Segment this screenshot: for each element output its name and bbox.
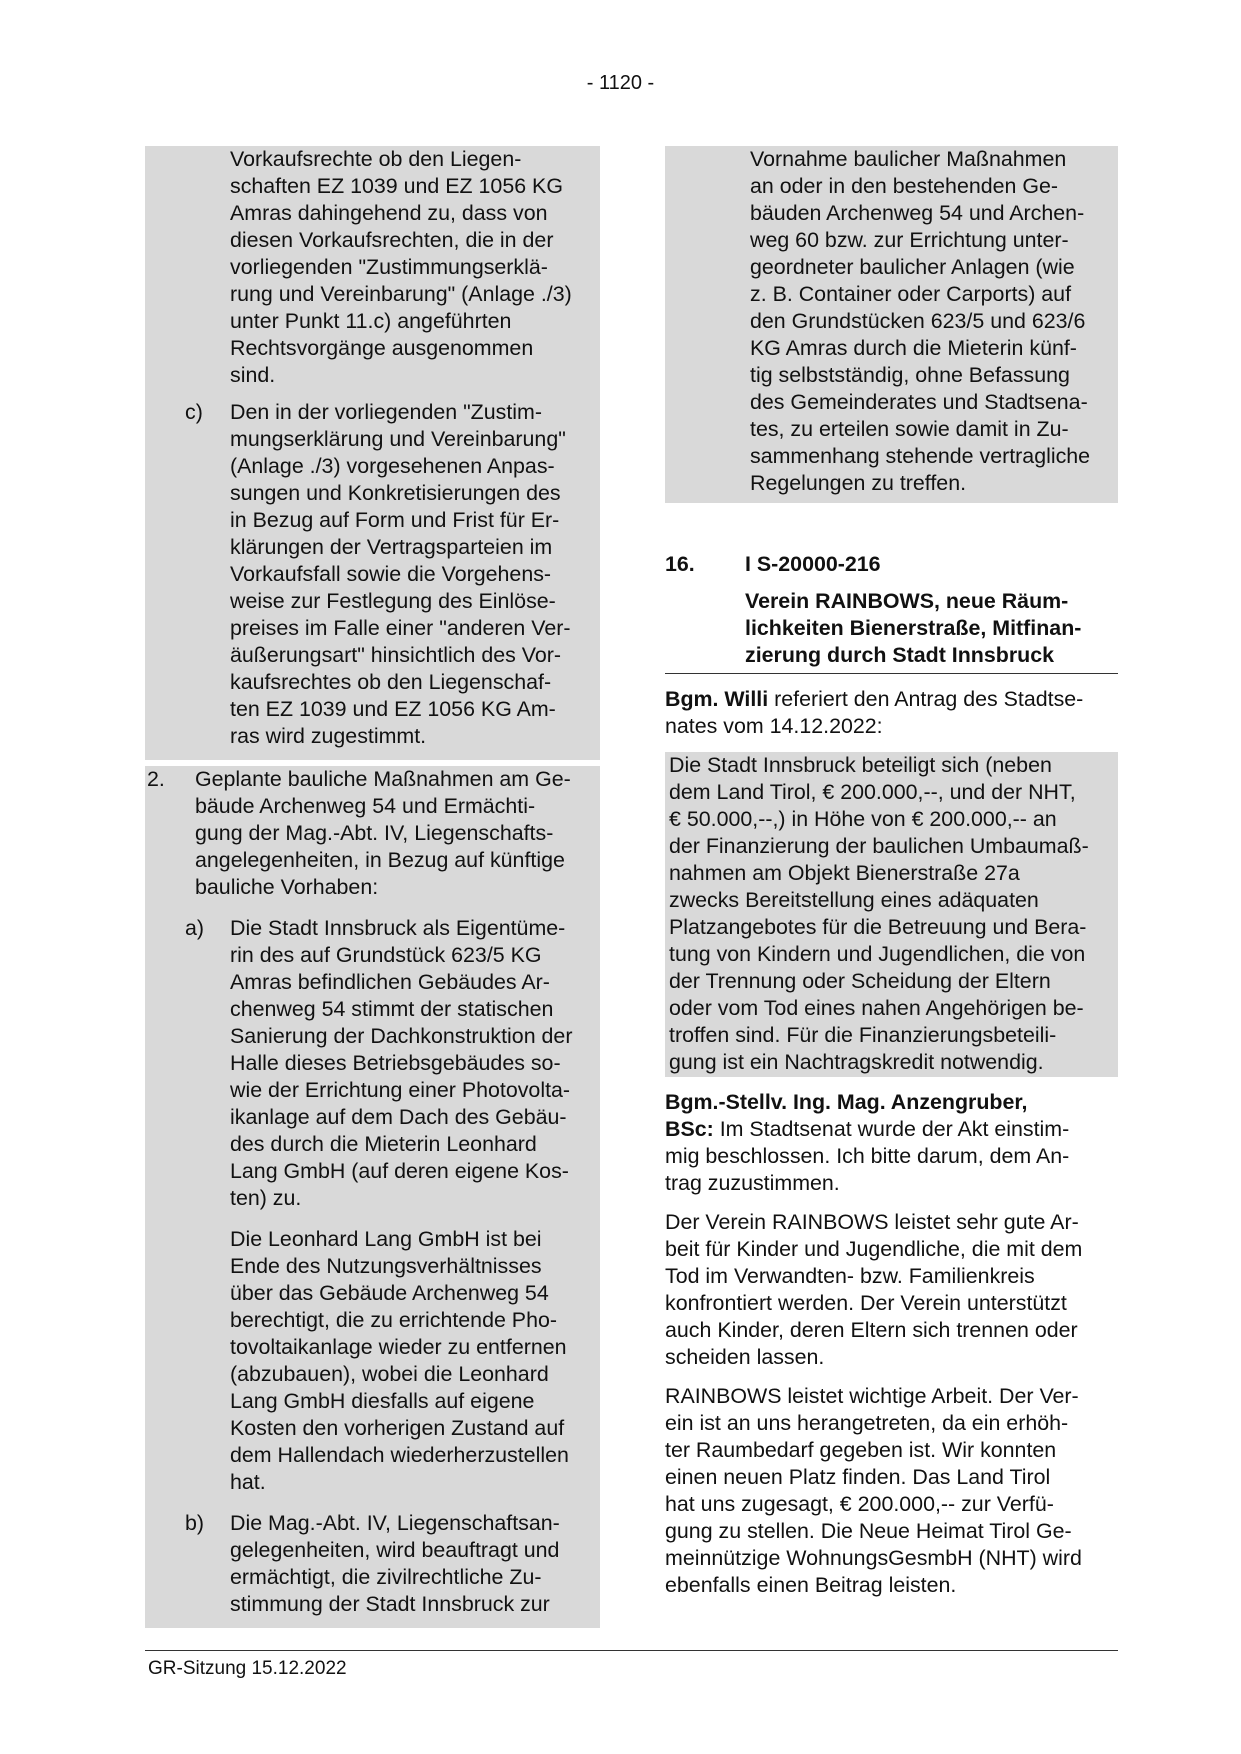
item-a-text <box>230 915 600 1212</box>
text-line: KG Amras durch die Mieterin künf- <box>750 336 1077 360</box>
text-line: hat uns zugesagt, € 200.000,-- zur Verfü- <box>665 1492 1054 1516</box>
text-line: des Gemeinderates und Stadtsena- <box>750 390 1088 414</box>
paragraph-willi <box>665 686 1118 740</box>
text-line: (abzubauen), wobei die Leonhard <box>230 1362 549 1386</box>
text-line: konfrontiert werden. Der Verein unterstützt <box>665 1291 1067 1315</box>
text-line: stimmung der Stadt Innsbruck zur <box>230 1592 550 1616</box>
footer-text: GR-Sitzung 15.12.2022 <box>148 1658 347 1679</box>
text-line: ten EZ 1039 und EZ 1056 KG Am- <box>230 697 556 721</box>
text-line: Vornahme baulicher Maßnahmen <box>750 147 1067 171</box>
text-line: bäude Archenweg 54 und Ermächti- <box>195 794 536 818</box>
agenda-item-header <box>665 551 1118 578</box>
text-line: weg 60 bzw. zur Errichtung unter- <box>750 228 1069 252</box>
speaker-anzengruber-1: Bgm.-Stellv. Ing. Mag. Anzengruber, <box>665 1090 1028 1114</box>
text-line: Die Stadt Innsbruck als Eigentüme- <box>230 916 566 940</box>
text-line: in Bezug auf Form und Frist für Er- <box>230 508 560 532</box>
text-line: ebenfalls einen Beitrag leisten. <box>665 1573 957 1597</box>
text-line: angelegenheiten, in Bezug auf künftige <box>195 848 565 872</box>
text-line: wie der Errichtung einer Photovolta- <box>230 1078 571 1102</box>
point-2-text <box>195 766 600 901</box>
text-line: sammenhang stehende vertragliche <box>750 444 1091 468</box>
paragraph-willi-text-1: referiert den Antrag des Stadtse- <box>768 687 1084 711</box>
text-line: lichkeiten Bienerstraße, Mitfinan- <box>745 616 1082 640</box>
paragraph-anzengruber <box>665 1089 1118 1197</box>
paragraph-anzengruber-text-1: Im Stadtsenat wurde der Akt einstim- <box>713 1117 1070 1141</box>
text-line: RAINBOWS leistet wichtige Arbeit. Der Ver- <box>665 1384 1079 1408</box>
text-line: zierung durch Stadt Innsbruck <box>745 643 1055 667</box>
text-line: Die Leonhard Lang GmbH ist bei <box>230 1227 542 1251</box>
motion-text <box>665 752 1118 1077</box>
text-line: sungen und Konkretisierungen des <box>230 481 561 505</box>
text-line: (Anlage ./3) vorgesehenen Anpas- <box>230 454 555 478</box>
text-line: Ende des Nutzungsverhältnisses <box>230 1254 542 1278</box>
text-line: rung und Vereinbarung" (Anlage ./3) <box>230 282 572 306</box>
text-line: hat. <box>230 1470 266 1494</box>
point-2 <box>145 766 600 901</box>
right-column <box>665 146 1118 1599</box>
item-c-text <box>230 399 600 750</box>
paragraph-willi-text-2: nates vom 14.12.2022: <box>665 714 883 738</box>
text-line: Rechtsvorgänge ausgenommen <box>230 336 534 360</box>
text-line: Regelungen zu treffen. <box>750 471 967 495</box>
item-c <box>145 399 600 750</box>
text-line: Vorkaufsfall sowie die Vorgehens- <box>230 562 552 586</box>
text-line: Tod im Verwandten- bzw. Familienkreis <box>665 1264 1035 1288</box>
item-a-marker: a) <box>185 916 205 940</box>
text-line: Die Stadt Innsbruck beteiligt sich (neben <box>669 753 1052 777</box>
text-line: kaufsrechtes ob den Liegenschaf- <box>230 670 552 694</box>
agenda-item-title <box>665 588 1118 674</box>
speaker-willi: Bgm. Willi <box>665 687 769 711</box>
text-line: einen neuen Platz finden. Das Land Tirol <box>665 1465 1051 1489</box>
text-line: ten) zu. <box>230 1186 302 1210</box>
text-line: schaften EZ 1039 und EZ 1056 KG <box>230 174 563 198</box>
item-b <box>145 1510 600 1618</box>
item-c-marker: c) <box>185 400 203 424</box>
point-2-marker: 2. <box>147 767 165 791</box>
text-line: auch Kinder, deren Eltern sich trennen oder <box>665 1318 1078 1342</box>
text-line: bäuden Archenweg 54 und Archen- <box>750 201 1085 225</box>
text-line: ter Raumbedarf gegeben ist. Wir konnten <box>665 1438 1057 1462</box>
text-line: beit für Kinder und Jugendliche, die mit dem <box>665 1237 1083 1261</box>
text-line: oder vom Tod eines nahen Angehörigen be- <box>669 996 1084 1020</box>
text-line: bauliche Vorhaben: <box>195 875 379 899</box>
text-line: meinnützige WohnungsGesmbH (NHT) wird <box>665 1546 1082 1570</box>
text-line: mungserklärung und Vereinbarung" <box>230 427 566 451</box>
left-column <box>145 146 600 1628</box>
text-line: Platzangebotes für die Betreuung und Bera- <box>669 915 1087 939</box>
text-line: gung der Mag.-Abt. IV, Liegenschafts- <box>195 821 554 845</box>
text-line: den Grundstücken 623/5 und 623/6 <box>750 309 1086 333</box>
text-line: Verein RAINBOWS, neue Räum- <box>745 589 1069 613</box>
text-line: der Finanzierung der baulichen Umbaumaß- <box>669 834 1089 858</box>
text-line: rin des auf Grundstück 623/5 KG <box>230 943 542 967</box>
item-a <box>145 915 600 1212</box>
text-line: ermächtigt, die zivilrechtliche Zu- <box>230 1565 542 1589</box>
page-number: - 1120 - <box>586 72 655 94</box>
left-gray-block-1 <box>145 146 600 760</box>
text-line: nahmen am Objekt Bienerstraße 27a <box>669 861 1020 885</box>
text-line: unter Punkt 11.c) angeführten <box>230 309 512 333</box>
text-line: klärungen der Vertragsparteien im <box>230 535 553 559</box>
text-line: weise zur Festlegung des Einlöse- <box>230 589 556 613</box>
text-line: gung ist ein Nachtragskredit notwendig. <box>669 1050 1044 1074</box>
text-line: Geplante bauliche Maßnahmen am Ge- <box>195 767 571 791</box>
text-line: tung von Kindern und Jugendlichen, die von <box>669 942 1086 966</box>
footer-divider <box>145 1650 1118 1651</box>
text-line: vorliegenden "Zustimmungserklä- <box>230 255 548 279</box>
text-line: ras wird zugestimmt. <box>230 724 427 748</box>
text-line: Den in der vorliegenden "Zustim- <box>230 400 542 424</box>
left-gray-block-2 <box>145 766 600 1628</box>
text-line: scheiden lassen. <box>665 1345 825 1369</box>
agenda-item-reference: I S-20000-216 <box>745 552 881 576</box>
text-line: preises im Falle einer "anderen Ver- <box>230 616 571 640</box>
text-line: Sanierung der Dachkonstruktion der <box>230 1024 573 1048</box>
text-line: Der Verein RAINBOWS leistet sehr gute Ar- <box>665 1210 1079 1234</box>
text-line: Amras dahingehend zu, dass von <box>230 201 548 225</box>
text-line: an oder in den bestehenden Ge- <box>750 174 1059 198</box>
text-line: diesen Vorkaufsrechten, die in der <box>230 228 554 252</box>
text-line: über das Gebäude Archenweg 54 <box>230 1281 549 1305</box>
text-line: Die Mag.-Abt. IV, Liegenschaftsan- <box>230 1511 560 1535</box>
text-line: des durch die Mieterin Leonhard <box>230 1132 537 1156</box>
text-line: Lang GmbH diesfalls auf eigene <box>230 1389 535 1413</box>
text-line: tovoltaikanlage wieder zu entfernen <box>230 1335 567 1359</box>
text-line: troffen sind. Für die Finanzierungsbeteili- <box>669 1023 1057 1047</box>
text-line: sind. <box>230 363 276 387</box>
item-b-continuation <box>145 146 600 389</box>
item-b-continuation-right <box>665 146 1118 503</box>
text-line: Vorkaufsrechte ob den Liegen- <box>230 147 522 171</box>
text-line: gelegenheiten, wird beauftragt und <box>230 1538 560 1562</box>
text-line: tes, zu erteilen sowie damit in Zu- <box>750 417 1069 441</box>
item-a-paragraph-2 <box>145 1226 600 1496</box>
text-line: der Trennung oder Scheidung der Eltern <box>669 969 1051 993</box>
text-line: zwecks Bereitstellung eines adäquaten <box>669 888 1039 912</box>
paragraph-rainbows-1 <box>665 1209 1118 1371</box>
item-b-marker: b) <box>185 1511 205 1535</box>
text-line: Lang GmbH (auf deren eigene Kos- <box>230 1159 569 1183</box>
text-line: dem Hallendach wiederherzustellen <box>230 1443 569 1467</box>
text-line: Amras befindlichen Gebäudes Ar- <box>230 970 550 994</box>
text-line: gung zu stellen. Die Neue Heimat Tirol Ge- <box>665 1519 1072 1543</box>
text-line: z. B. Container oder Carports) auf <box>750 282 1072 306</box>
text-line: ikanlage auf dem Dach des Gebäu- <box>230 1105 567 1129</box>
agenda-item-number: 16. <box>665 552 695 576</box>
text-line: € 50.000,--,) in Höhe von € 200.000,-- an <box>669 807 1057 831</box>
text-line: tig selbstständig, ohne Befassung <box>750 363 1070 387</box>
text-line: geordneter baulicher Anlagen (wie <box>750 255 1075 279</box>
text-line: dem Land Tirol, € 200.000,--, und der NHT, <box>669 780 1076 804</box>
item-b-text <box>230 1510 600 1618</box>
paragraph-anzengruber-text-2: mig beschlossen. Ich bitte darum, dem An- <box>665 1144 1070 1168</box>
text-line: chenweg 54 stimmt der statischen <box>230 997 554 1021</box>
text-line: berechtigt, die zu errichtende Pho- <box>230 1308 557 1332</box>
text-line: äußerungsart" hinsichtlich des Vor- <box>230 643 561 667</box>
paragraph-anzengruber-text-3: trag zuzustimmen. <box>665 1171 840 1195</box>
paragraph-rainbows-2 <box>665 1383 1118 1599</box>
text-line: Halle dieses Betriebsgebäudes so- <box>230 1051 561 1075</box>
text-line: Kosten den vorherigen Zustand auf <box>230 1416 565 1440</box>
text-line: ein ist an uns herangetreten, da ein erhöh- <box>665 1411 1069 1435</box>
speaker-anzengruber-2: BSc: <box>665 1117 714 1141</box>
